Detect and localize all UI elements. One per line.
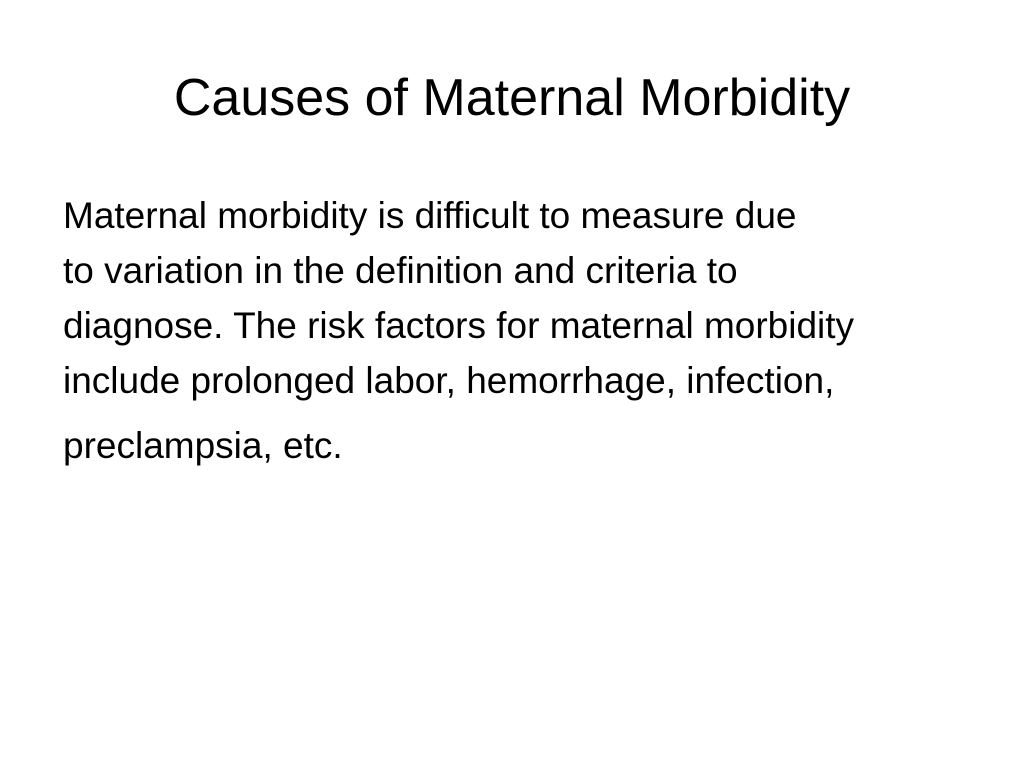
body-line-4: include prolonged labor, hemorrhage, infection,: [63, 360, 835, 401]
body-line-5: preclampsia, etc.: [63, 425, 343, 466]
body-line-1: Maternal morbidity is difficult to measure due: [63, 195, 797, 236]
body-line-2: to variation in the definition and criteria to: [63, 250, 738, 291]
slide-body: [63, 188, 993, 473]
slide-title: Causes of Maternal Morbidity: [173, 69, 851, 127]
body-line-3: diagnose. The risk factors for maternal morbidity: [63, 305, 855, 346]
